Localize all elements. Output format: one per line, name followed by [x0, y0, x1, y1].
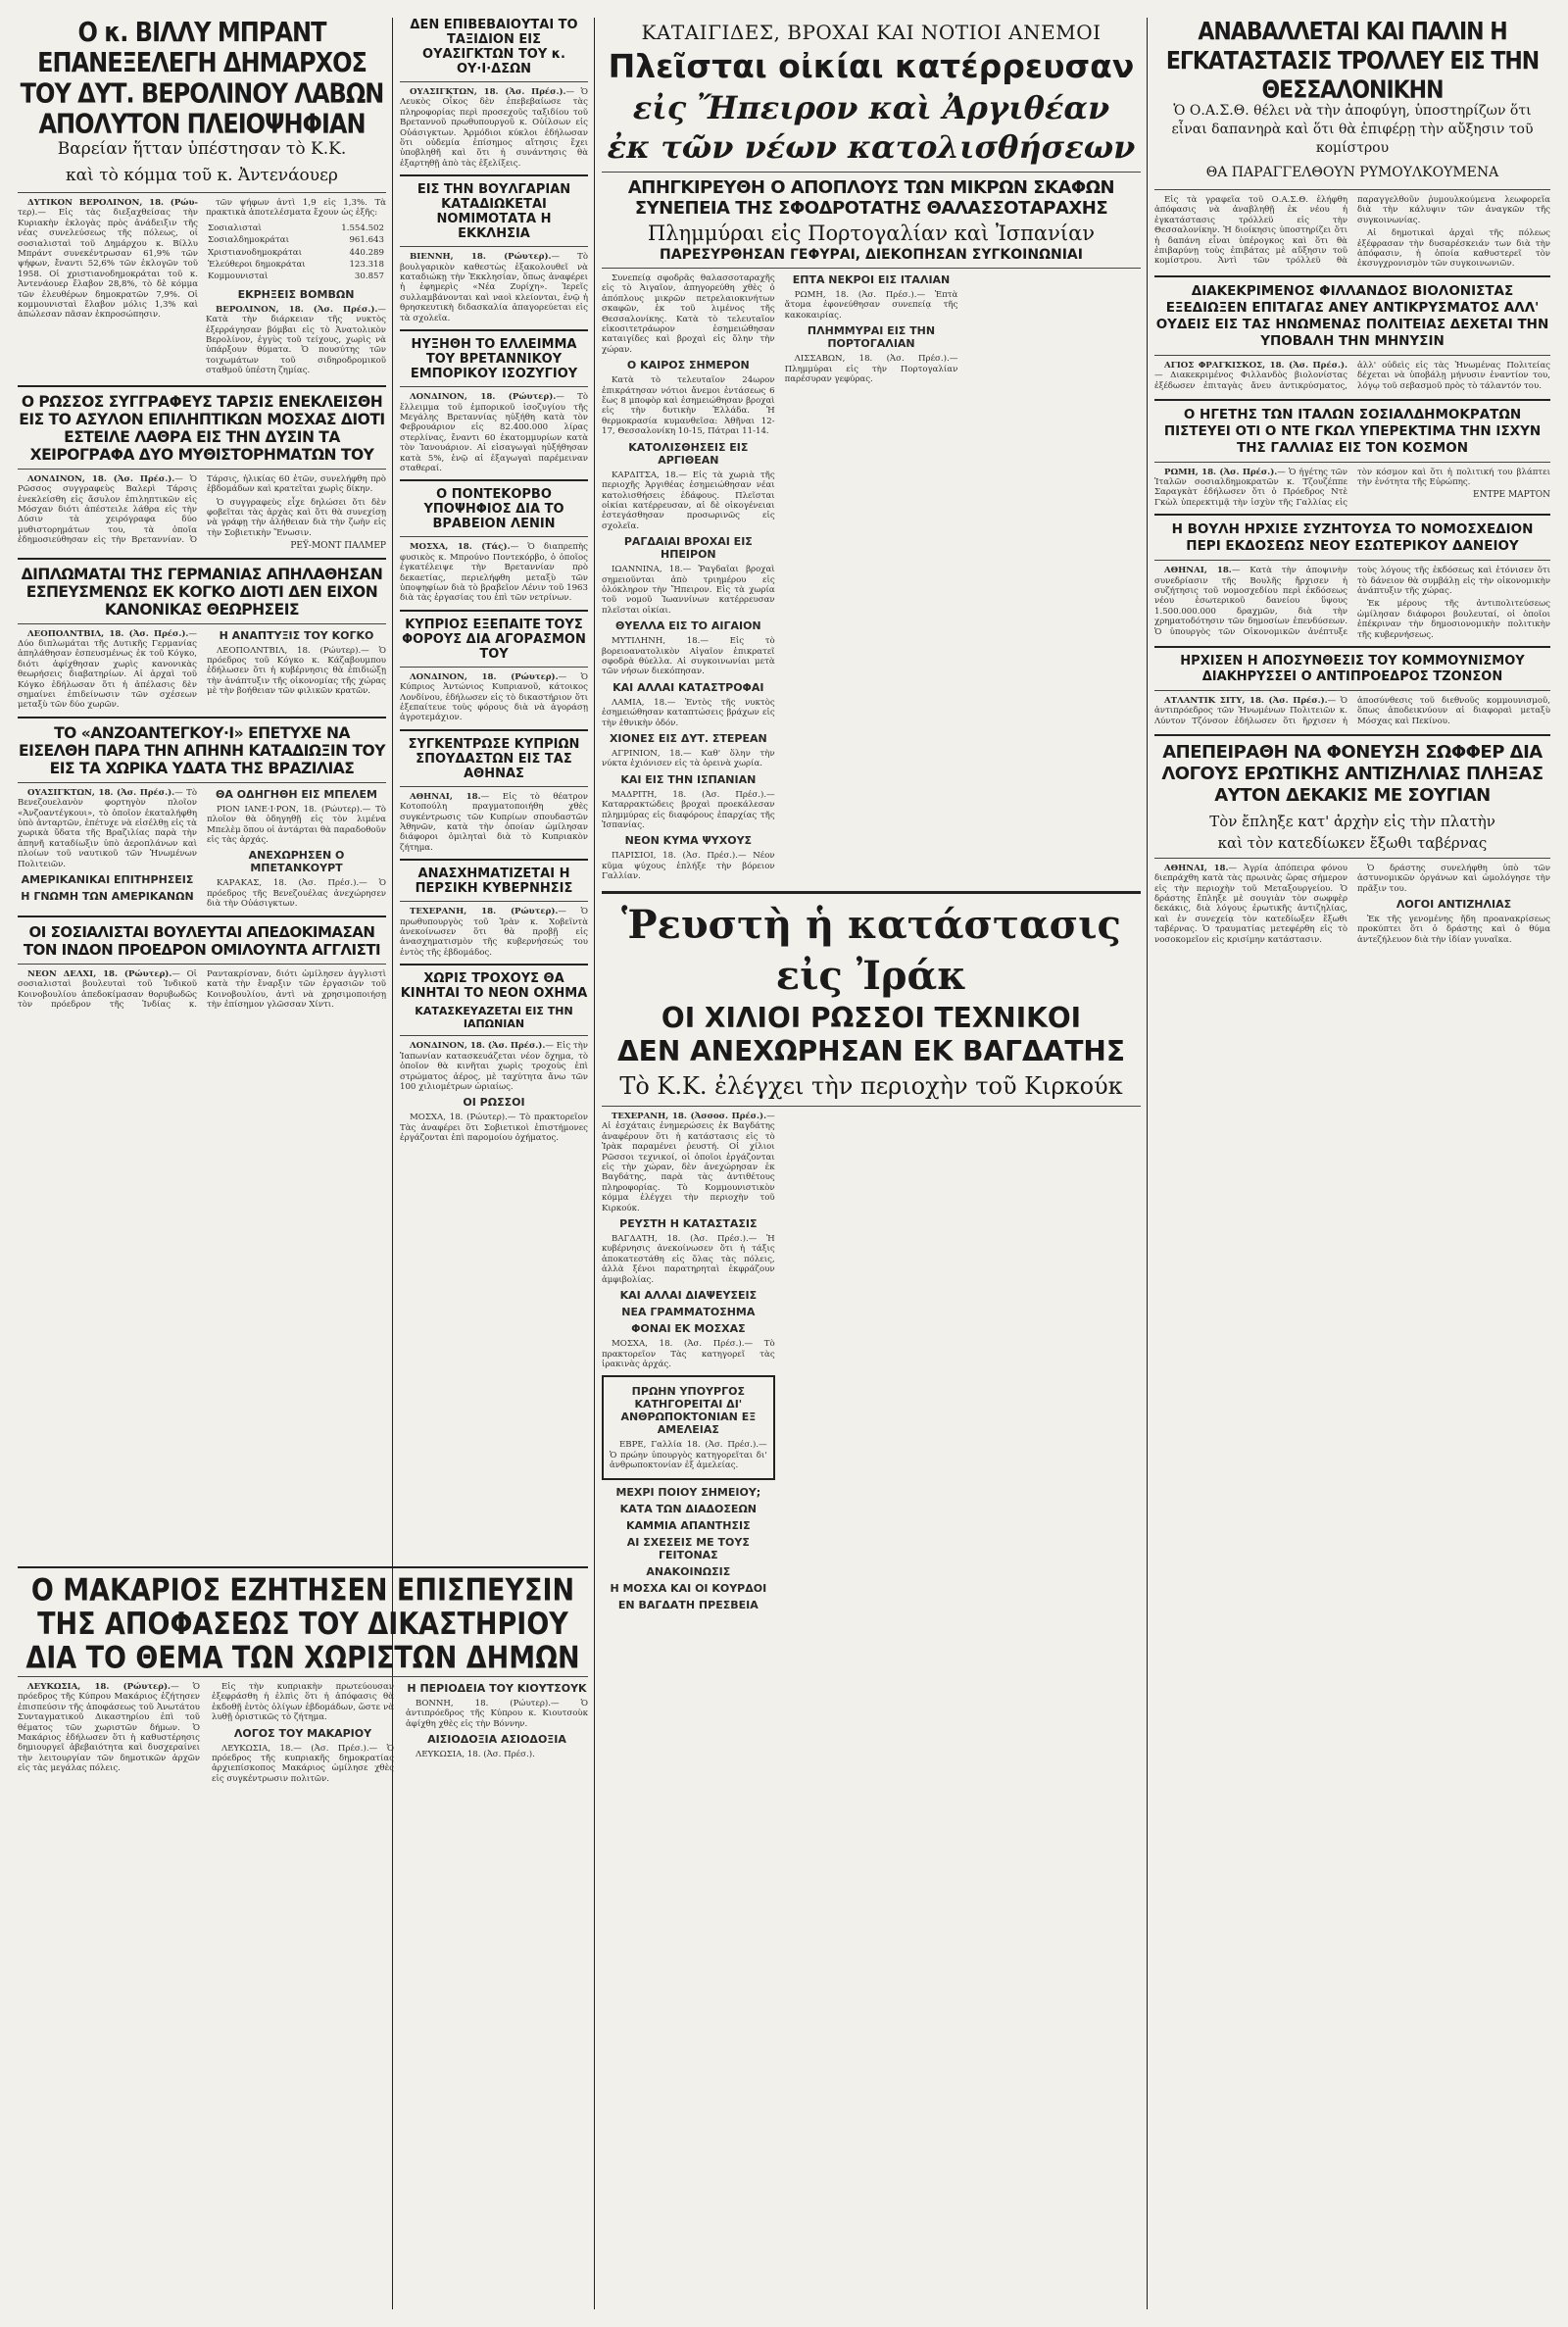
- headline: ΔΕΝ ΑΝΕΧΩΡΗΣΑΝ ΕΚ ΒΑΓΔΑΤΗΣ: [617, 1035, 1125, 1067]
- subheadline: Τὸ Κ.Κ. ἐλέγχει τὴν περιοχὴν τοῦ Κιρκούκ: [619, 1072, 1123, 1100]
- headline: Ο ΜΑΚΑΡΙΟΣ ΕΖΗΤΗΣΕΝ ΕΠΙΣΠΕΥΣΙΝ ΤΗΣ ΑΠΟΦΑΣΕΩΣ ΤΟΥ ΔΙΚΑΣΤΗΡΙΟΥ ΔΙΑ ΤΟ ΘΕΜΑ ΤΩΝ ΧΩΡΙΣΤΩΝ ΔΗΜΩΝ: [25, 1572, 580, 1676]
- section-subhead: ΠΛΗΜΜΥΡΑΙ ΕΙΣ ΤΗΝ ΠΟΡΤΟΓΑΛΙΑΝ: [807, 324, 936, 351]
- article-cypriot-taxes: ΚΥΠΡΙΟΣ ΕΞΕΠΑΙΤΕ ΤΟΥΣ ΦΟΡΟΥΣ ΔΙΑ ΑΓΟΡΑΣΜΟΝ ΤΟΥ ΛΟΝΔΙΝΟΝ, 18. (Ρώυτερ).— Ὁ Κύπριος Ἀντώνιος Κυπριανοῦ, κάτοικος Λονδίνου, ἐδήλωσεν εἰς τὸ δικαστήριον ὅτι ἐξεπαίτευε τοὺς φόρους διὰ νὰ ἀγοράσῃ ἀγροτεμάχιον.: [400, 617, 588, 723]
- article-diplomats: ΔΙΠΛΩΜΑΤΑΙ ΤΗΣ ΓΕΡΜΑΝΙΑΣ ΑΠΗΛΑΘΗΣΑΝ ΕΣΠΕΥΣΜΕΝΩΣ ΕΚ ΚΟΓΚΟ ΔΙΟΤΙ ΔΕΝ ΕΙΧΟΝ ΚΑΝΟΝΙΚΑΣ ΘΕΩΡΗΣΕΙΣ ΛΕΟΠΟΛΝΤΒΙΛ, 18. (Ἀσ. Πρέσ.).— Δύο διπλωμάται τῆς Δυτικῆς Γερμανίας ἀπηλάθησαν ἐσπευσμένως ἐκ τοῦ Κόγκο, διότι ἀφίχθησαν χωρὶς κανονικὰς θεωρήσεις διαβατηρίων. Αἱ ἀρχαὶ τοῦ Κόγκο ἐδήλωσαν ὅτι ἡ ἀπέλασις δὲν σημαίνει ἐπιδείνωσιν τῶν σχέσεων μεταξὺ τῶν δύο χωρῶν. Η ΑΝΑΠΤΥΞΙΣ ΤΟΥ ΚΟΓΚΟ ΛΕΟΠΟΛΝΤΒΙΛ, 18. (Ρώυτερ).— Ὁ πρόεδρος τοῦ Κόγκο κ. Κάζαβουμπου ἐδήλωσεν ὅτι ἡ κυβέρνησις θὰ ἐπιδιώξῃ τὴν ἀνάπτυξιν τῆς οἰκονομίας τῆς χώρας μὲ τὴν βοήθειαν τῶν φιλικῶν κρατῶν.: [18, 565, 386, 711]
- headline: ΧΩΡΙΣ ΤΡΟΧΟΥΣ ΘΑ ΚΙΝΗΤΑΙ ΤΟ ΝΕΟΝ ΟΧΗΜΑ: [400, 971, 588, 1002]
- section-subhead: ΟΙ ΡΩΣΣΟΙ: [463, 1096, 525, 1110]
- column-3: [602, 18, 1141, 2309]
- article-chauffeur: ΑΠΕΠΕΙΡΑΘΗ ΝΑ ΦΟΝΕΥΣΗ ΣΩΦΦΕΡ ΔΙΑ ΛΟΓΟΥΣ ΕΡΩΤΙΚΗΣ ΑΝΤΙΖΗΛΙΑΣ ΠΛΗΞΑΣ ΑΥΤΟΝ ΔΕΚΑΚΙΣ ΜΕ ΣΟΥΓΙΑΝ Τὸν ἔπληξε κατ' ἀρχὴν εἰς τὴν πλατὴν καὶ τὸν κατεδίωκεν ἔξωθι ταβέρνας ΑΘΗΝΑΙ, 18.— Ἀγρία ἀπόπειρα φόνου διεπράχθη κατὰ τὰς πρωινὰς ὥρας σήμερον εἰς τὴν περιοχὴν τοῦ Μεταξουργείου. Ὁ δράστης ἔπληξε μὲ σουγιὰν τὸν σωφφὲρ δεκάκις, διὰ λόγους ἐρωτικῆς ἀντιζηλίας, καὶ ἐν συνεχείᾳ τὸν κατεδίωξεν ἔξωθι ταβέρνας. Ὁ τραυματίας μετεφέρθη εἰς τὸ νοσοκομεῖον εἰς κρισίμην κατάστασιν. Ὁ δράστης συνελήφθη ὑπὸ τῶν ἀστυνομικῶν ὀργάνων καὶ ὡμολόγησε τὴν πρᾶξιν του. ΛΟΓΟΙ ΑΝΤΙΖΗΛΙΑΣ Ἐκ τῆς γενομένης ἤδη προανακρίσεως προκύπτει ὅτι ὁ δράστης καὶ ὁ θύμα ἀντεζήλευον διὰ τὴν ἰδίαν γυναῖκα.: [1154, 741, 1550, 945]
- subheadline: Τὸν ἔπληξε κατ' ἀρχὴν εἰς τὴν πλατὴν: [1209, 812, 1495, 830]
- section-subhead: ΚΑΤΟΛΙΣΘΗΣΕΙΣ ΕΙΣ ΑΡΓΙΘΕΑΝ: [628, 440, 749, 467]
- section-subhead: ΘΥΕΛΛΑ ΕΙΣ ΤΟ ΑΙΓΑΙΟΝ: [615, 619, 761, 633]
- section-subhead: ΚΑΜΜΙΑ ΑΠΑΝΤΗΣΙΣ: [626, 1518, 751, 1532]
- results-table: [206, 222, 386, 284]
- article-makarios: Ο ΜΑΚΑΡΙΟΣ ΕΖΗΤΗΣΕΝ ΕΠΙΣΠΕΥΣΙΝ ΤΗΣ ΑΠΟΦΑΣΕΩΣ ΤΟΥ ΔΙΚΑΣΤΗΡΙΟΥ ΔΙΑ ΤΟ ΘΕΜΑ ΤΩΝ ΧΩΡΙΣΤΩΝ ΔΗΜΩΝ ΛΕΥΚΩΣΙΑ, 18. (Ρώυτερ).— Ὁ πρόεδρος τῆς Κύπρου Μακάριος ἐζήτησεν ἐπισπεύσιν τῆς ἀποφάσεως τοῦ Ἀνωτάτου Συνταγματικοῦ Δικαστηρίου ἐπὶ τοῦ θέματος τῶν χωριστῶν δήμων. Ὁ Μακάριος ἐδήλωσεν ὅτι ἡ καθυστέρησις δημιουργεῖ ἀβεβαιότητα καὶ δυσχεραίνει τὴν λειτουργίαν τῶν δημοτικῶν ἀρχῶν εἰς τὰς μεγάλας πόλεις. Εἰς τὴν κυπριακὴν πρωτεύουσαν ἐξεφράσθη ἡ ἐλπὶς ὅτι ἡ ἀπόφασις θὰ ἐκδοθῇ ἐντὸς ὀλίγων ἑβδομάδων, ὥστε νὰ λυθῇ ὁριστικῶς τὸ ζήτημα. ΛΟΓΟΣ ΤΟΥ ΜΑΚΑΡΙΟΥ ΛΕΥΚΩΣΙΑ, 18.— (Ἀσ. Πρέσ.).— Ὁ πρόεδρος τῆς κυπριακῆς δημοκρατίας ἀρχιεπίσκοπος Μακάριος ὡμίλησε χθὲς εἰς συγκέντρωσιν πολιτῶν. Η ΠΕΡΙΟΔΕΙΑ ΤΟΥ ΚΙΟΥΤΣΟΥΚ ΒΟΝΝΗ, 18. (Ρώυτερ).— Ὁ ἀντιπρόεδρος τῆς Κύπρου κ. Κιουτσοὺκ ἀφίχθη χθὲς εἰς τὴν Βόννην. ΑΙΣΙΟΔΟΞΙΑ ΑΣΙΟΔΟΞΙΑ ΛΕΥΚΩΣΙΑ, 18. (Ἀσ. Πρέσ.).: [18, 1566, 588, 2309]
- section-subhead: ΚΑΙ ΑΛΛΑΙ ΔΙΑΨΕΥΣΕΙΣ: [619, 1289, 758, 1303]
- article-loan: Η ΒΟΥΛΗ ΗΡΧΙΣΕ ΣΥΖΗΤΟΥΣΑ ΤΟ ΝΟΜΟΣΧΕΔΙΟΝ ΠΕΡΙ ΕΚΔΟΣΕΩΣ ΝΕΟΥ ΕΣΩΤΕΡΙΚΟΥ ΔΑΝΕΙΟΥ ΑΘΗΝΑΙ, 18.— Κατὰ τὴν ἀποψινὴν συνεδρίασιν τῆς Βουλῆς ἤρχισεν ἡ συζήτησις τοῦ νομοσχεδίου περὶ ἐκδόσεως νέου ἐσωτερικοῦ δανείου ὕψους 1.500.000.000 δραχμῶν, διὰ τὴν χρηματοδότησιν τῶν δημοσίων ἐπενδύσεων. Ὁ ὑπουργὸς τῶν Οἰκονομικῶν ἀνέπτυξε τοὺς λόγους τῆς ἐκδόσεως καὶ ἐτόνισεν ὅτι τὸ δάνειον θὰ συμβάλῃ εἰς τὴν οἰκονομικὴν ἀνάπτυξιν τῆς χώρας. Ἐκ μέρους τῆς ἀντιπολιτεύσεως ὡμίλησαν διάφοροι βουλευταί, οἱ ὁποῖοι ἐπέκριναν τὴν δημοσιονομικὴν πολιτικὴν τῆς κυβερνήσεως.: [1154, 521, 1550, 640]
- headline: Ο κ. ΒΙΛΛΥ ΜΠΡΑΝΤ ΕΠΑΝΕΞΕΛΕΓΗ ΔΗΜΑΡΧΟΣ ΤΟΥ ΔΥΤ. ΒΕΡΟΛΙΝΟΥ ΛΑΒΩΝ ΑΠΟΛΥΤΟΝ ΠΛΕΙΟΨΗΦΙΑΝ: [20, 18, 384, 140]
- article-italian-socialists: Ο ΗΓΕΤΗΣ ΤΩΝ ΙΤΑΛΩΝ ΣΟΣΙΑΛΔΗΜΟΚΡΑΤΩΝ ΠΙΣΤΕΥΕΙ ΟΤΙ Ο ΝΤΕ ΓΚΩΛ ΥΠΕΡΕΚΤΙΜΑ ΤΗΝ ΙΣΧΥΝ ΤΗΣ ΓΑΛΛΙΑΣ ΕΙΣ ΤΟΝ ΚΟΣΜΟΝ ΡΩΜΗ, 18. (Ἀσ. Πρέσ.).— Ὁ ἡγέτης τῶν Ἰταλῶν σοσιαλδημοκρατῶν κ. Τζουζέππε Σαραγκὰτ ἐδήλωσεν ὅτι ὁ Πρόεδρος Ντὲ Γκὼλ ὑπερεκτιμᾷ τὴν ἰσχὺν τῆς Γαλλίας εἰς τὸν κόσμον καὶ ὅτι ἡ πολιτική του βλάπτει τὴν ἑνότητα τῆς Εὐρώπης. ΕΝΤΡΕ ΜΑΡΤΟΝ: [1154, 406, 1550, 508]
- article-storms: ΚΑΤΑΙΓΙΔΕΣ, ΒΡΟΧΑΙ ΚΑΙ ΝΟΤΙΟΙ ΑΝΕΜΟΙ Πλεῖσται οἰκίαι κατέρρευσαν εἰς Ἤπειρον καὶ Ἀργιθέαν ἐκ τῶν νέων κατολισθήσεων ΑΠΗΓΚΙΡΕΥΘΗ Ο ΑΠΟΠΛΟΥΣ ΤΩΝ ΜΙΚΡΩΝ ΣΚΑΦΩΝ ΣΥΝΕΠΕΙΑ ΤΗΣ ΣΦΟΔΡΟΤΑΤΗΣ ΘΑΛΑΣΣΟΤΑΡΑΧΗΣ Πλημμύραι εἰς Πορτογαλίαν καὶ Ἰσπανίαν ΠΑΡΕΣΥΡΘΗΣΑΝ ΓΕΦΥΡΑΙ, ΔΙΕΚΟΠΗΣΑΝ ΣΥΓΚΟΙΝΩΝΙΑΙ Συνεπείᾳ σφοδρᾶς θαλασσοταραχῆς εἰς τὸ Ἀιγαῖον, ἀπηγορεύθη χθὲς ὁ ἀπόπλους μικρῶν πετρελαιοκινήτων σκαφῶν, ἐκ τοῦ λιμένος τῆς Θεσσαλονίκης. Κατὰ τὸ τελευταῖον εἰκοσιτετράωρον ἐσημειώθησαν καταιγίδες καὶ βροχαὶ εἰς ὅλην τὴν χώραν. Ο ΚΑΙΡΟΣ ΣΗΜΕΡΟΝ Κατὰ τὸ τελευταῖον 24ωρον ἐπικράτησαν νότιοι ἄνεμοι ἐντάσεως 6 ἕως 8 μποφὸρ καὶ ἐσημειώθησαν βροχαὶ εἰς τὴν δυτικὴν Ἑλλάδα. Ἡ θερμοκρασία κυμανθεῖσα: Ἀθῆναι 12-17, Θεσσαλονίκη 10-15, Πάτραι 11-14. ΚΑΤΟΛΙΣΘΗΣΕΙΣ ΕΙΣ ΑΡΓΙΘΕΑΝ ΚΑΡΔΙΤΣΑ, 18.— Εἰς τὰ χωριὰ τῆς περιοχῆς Ἀργιθέας ἐσημειώθησαν νέαι κατολισθήσεις ἐδάφους. Πλεῖσται οἰκίαι κατέρρευσαν, αἱ δὲ οἰκογένειαι ἐστεγάσθησαν προσωρινῶς εἰς σχολεῖα. ΡΑΓΔΑΙΑΙ ΒΡΟΧΑΙ ΕΙΣ ΗΠΕΙΡΟΝ ΙΩΑΝΝΙΝΑ, 18.— Ῥαγδαῖαι βροχαὶ σημειοῦνται ἀπὸ τριημέρου εἰς ὁλόκληρον τὴν Ἤπειρον. Εἰς τὰ χωρία τοῦ νομοῦ Ἰωαννίνων κατέρρευσαν πλεῖσται οἰκίαι. ΘΥΕΛΛΑ ΕΙΣ ΤΟ ΑΙΓΑΙΟΝ ΜΥΤΙΛΗΝΗ, 18.— Εἰς τὸ βορειοανατολικὸν Αἰγαῖον ἐπικρατεῖ σφοδρὰ θύελλα. Αἱ συγκοινωνίαι μετὰ τῶν νήσων διεκόπησαν. ΚΑΙ ΑΛΛΑΙ ΚΑΤΑΣΤΡΟΦΑΙ ΛΑΜΙΑ, 18.— Ἐντὸς τῆς νυκτὸς ἐσημειώθησαν καταπτώσεις βράχων εἰς τὴν ἐθνικὴν ὁδόν. ΧΙΟΝΕΣ ΕΙΣ ΔΥΤ. ΣΤΕΡΕΑΝ ΑΓΡΙΝΙΟΝ, 18.— Καθ' ὅλην τὴν νύκτα ἐχιόνισεν εἰς τὰ ὀρεινὰ χωρία. ΚΑΙ ΕΙΣ ΤΗΝ ΙΣΠΑΝΙΑΝ ΜΑΔΡΙΤΗ, 18. (Ἀσ. Πρέσ.).— Καταρρακτώδεις βροχαὶ προεκάλεσαν πλημμύρας εἰς διαφόρους ἐπαρχίας τῆς Ἰσπανίας. ΝΕΟΝ ΚΥΜΑ ΨΥΧΟΥΣ ΠΑΡΙΣΙΟΙ, 18. (Ἀσ. Πρέσ.).— Νέον κῦμα ψύχους ἐπλήξε τὴν βόρειον Γαλλίαν. ΕΠΤΑ ΝΕΚΡΟΙ ΕΙΣ ΙΤΑΛΙΑΝ ΡΩΜΗ, 18. (Ἀσ. Πρέσ.).— Ἑπτὰ ἄτομα ἐφονεύθησαν συνεπείᾳ τῆς κακοκαιρίας. ΠΛΗΜΜΥΡΑΙ ΕΙΣ ΤΗΝ ΠΟΡΤΟΓΑΛΙΑΝ ΛΙΣΣΑΒΩΝ, 18. (Ἀσ. Πρέσ.).— Πλημμύραι εἰς τὴν Πορτογαλίαν παρέσυραν γεφύρας.: [602, 21, 1141, 885]
- section-subhead: Η ΜΟΣΧΑ ΚΑΙ ΟΙ ΚΟΥΡΔΟΙ: [610, 1581, 767, 1595]
- section-subhead: ΦΟΝΑΙ ΕΚ ΜΟΣΧΑΣ: [631, 1322, 746, 1336]
- subheadline: ΚΑΤΑΣΚΕΥΑΖΕΤΑΙ ΕΙΣ ΤΗΝ ΙΑΠΩΝΙΑΝ: [415, 1005, 573, 1031]
- headline: Η ΒΟΥΛΗ ΗΡΧΙΣΕ ΣΥΖΗΤΟΥΣΑ ΤΟ ΝΟΜΟΣΧΕΔΙΟΝ ΠΕΡΙ ΕΚΔΟΣΕΩΣ ΝΕΟΥ ΕΣΩΤΕΡΙΚΟΥ ΔΑΝΕΙΟΥ: [1171, 521, 1534, 555]
- headline: ΤΟ «ΑΝΖΟΑΝΤΕΓΚΟΥ·Ι» ΕΠΕΤΥΧΕ ΝΑ ΕΙΣΕΛΘΗ ΠΑΡΑ ΤΗΝ ΑΠΗΝΗ ΚΑΤΑΔΙΩΞΙΝ ΤΟΥ ΕΙΣ ΤΑ ΧΩΡΙΚΑ ΥΔΑΤΑ ΤΗΣ ΒΡΑΖΙΛΙΑΣ: [19, 723, 385, 777]
- section-subhead: ΛΟΓΟΙ ΑΝΤΙΖΗΛΙΑΣ: [1396, 897, 1512, 911]
- headline: Ο ΡΩΣΣΟΣ ΣΥΓΓΡΑΦΕΥΣ ΤΑΡΣΙΣ ΕΝΕΚΛΕΙΣΘΗ ΕΙΣ ΤΟ ΑΣΥΛΟΝ ΕΠΙΛΗΠΤΙΚΩΝ ΜΟΣΧΑΣ ΔΙΟΤΙ ΕΣΤΕΙΛΕ ΛΑΘΡΑ ΕΙΣ ΤΗΝ ΔΥΣΙΝ ΤΑ ΧΕΙΡΟΓΡΑΦΑ ΔΥΟ ΜΥΘΙΣΤΟΡΗΜΑΤΩΝ ΤΟΥ: [19, 392, 385, 464]
- article-trolley: ΑΝΑΒΑΛΛΕΤΑΙ ΚΑΙ ΠΑΛΙΝ Η ΕΓΚΑΤΑΣΤΑΣΙΣ ΤΡΟΛΛΕΥ ΕΙΣ ΤΗΝ ΘΕΣΣΑΛΟΝΙΚΗΝ Ὁ Ο.Α.Σ.Θ. θέλει νὰ τὴν ἀποφύγη, ὑποστηρίζων ὅτι εἶναι δαπανηρὰ καὶ ὅτι θὰ ἐπιφέρῃ τὴν αὔξησιν τοῦ κομίστρου ΘΑ ΠΑΡΑΓΓΕΛΘΟΥΝ ΡΥΜΟΥΛΚΟΥΜΕΝΑ Εἰς τὰ γραφεῖα τοῦ Ο.Α.Σ.Θ. ἐλήφθη ἀπόφασις νὰ ἀναβληθῇ ἐκ νέου ἡ ἐγκατάστασις τρόλλεϋ εἰς τὴν Θεσσαλονίκην. Ἡ διοίκησις ὑποστηρίζει ὅτι ἡ δαπάνη εἶναι ὑπέρογκος καὶ ὅτι θὰ ἐπιβαρύνῃ τοὺς ἐπιβάτας μὲ αὔξησιν τοῦ κομίστρου. Ἀντὶ τῶν τρόλλεϋ θὰ παραγγελθοῦν ῥυμουλκούμενα λεωφορεῖα διὰ τὴν κάλυψιν τῶν ἀναγκῶν τῆς συγκοινωνίας. Αἱ δημοτικαὶ ἀρχαὶ τῆς πόλεως ἐξέφρασαν τὴν δυσαρέσκειάν των διὰ τὴν ἀπόφασιν, ἡ ὁποία καθυστερεῖ τὸν ἐκσυγχρονισμὸν τῶν συγκοινωνιῶν.: [1154, 18, 1550, 270]
- article-text: τερ).— Εἰς τὰς διεξαχθείσας τὴν Κυριακὴν ἐκλογὰς πρὸς ἀνάδειξιν τῆς νέας συνελεύσεως τῆς πόλεως, οἱ σοσιαλισταὶ τοῦ Δημάρχου κ. Βίλλυ Μπράντ συνεκέντρωσαν 61,9% τῶν ψήφων, ἔναντι 52,6% τῶν ἐκλογῶν τοῦ 1958. Οἱ χριστιανοδημοκράται τοῦ κ. Ἀντενάουερ ἔλαβον 28,8%, τὸ δὲ κόμμα τῶν ἐλευθέρων δημοκρατῶν 7,9%. Οἱ κομμουνισταὶ ἔλαβον μόλις 1,3% καὶ ἀπώλεσαν πᾶσαν ἐκπροσώπησιν.: [18, 208, 198, 321]
- article-violinist: ΔΙΑΚΕΚΡΙΜΕΝΟΣ ΦΙΛΛΑΝΔΟΣ ΒΙΟΛΟΝΙΣΤΑΣ ΕΞΕΔΙΩΞΕΝ ΕΠΙΤΑΓΑΣ ΑΝΕΥ ΑΝΤΙΚΡΥΣΜΑΤΟΣ ΑΛΛ' ΟΥΔΕΙΣ ΕΙΣ ΤΑΣ ΗΝΩΜΕΝΑΣ ΠΟΛΙΤΕΙΑΣ ΔΕΧΕΤΑΙ ΤΗΝ ΥΠΟΒΑΛΗ ΤΗΝ ΜΗΝΥΣΙΝ ΑΓΙΟΣ ΦΡΑΓΚΙΣΚΟΣ, 18. (Ἀσ. Πρέσ.).— Διακεκριμένος Φιλλανδὸς βιολονίστας ἐξέδωσεν ἐπιταγὰς ἄνευ ἀντικρύσματος, ἀλλ' οὐδεὶς εἰς τὰς Ἡνωμένας Πολιτείας δέχεται νὰ ὑποβάλῃ μήνυσιν ἐναντίον του, λόγῳ τοῦ σεβασμοῦ πρὸς τὸ τάλαντόν του.: [1154, 282, 1550, 391]
- column-4: [1154, 18, 1550, 2309]
- section-subhead: ΑΝΕΧΩΡΗΣΕΝ Ο ΜΠΕΤΑΝΚΟΥΡΤ: [248, 849, 345, 875]
- article-pontecorvo: Ο ΠΟΝΤΕΚΟΡΒΟ ΥΠΟΨΗΦΙΟΣ ΔΙΑ ΤΟ ΒΡΑΒΕΙΟΝ ΛΕΝΙΝ ΜΟΣΧΑ, 18. (Τάς).— Ὁ διαπρεπὴς φυσικὸς κ. Μπρούνο Ποντεκόρβο, ὁ ὁποῖος ἐγκατέλειψε τὴν Βρεταννίαν πρὸ δεκαετίας, περιελήφθη μεταξὺ τῶν ὑποψηφίων διὰ τὸ βραβεῖον Λένιν τοῦ 1963 διὰ τὰς ἐργασίας του ἐπὶ τῶν νετρίνων.: [400, 487, 588, 604]
- article-villy-brandt: Ο κ. ΒΙΛΛΥ ΜΠΡΑΝΤ ΕΠΑΝΕΞΕΛΕΓΗ ΔΗΜΑΡΧΟΣ ΤΟΥ ΔΥΤ. ΒΕΡΟΛΙΝΟΥ ΛΑΒΩΝ ΑΠΟΛΥΤΟΝ ΠΛΕΙΟΨΗΦΙΑΝ Βαρείαν ἥτταν ὑπέστησαν τὸ Κ.Κ. καὶ τὸ κόμμα τοῦ κ. Ἀντενάουερ ΔΥΤΙΚΟΝ ΒΕΡΟΛΙΝΟΝ, 18. (Ρώυ-τερ).— Εἰς τὰς διεξαχθείσας τὴν Κυριακὴν ἐκλογὰς πρὸς ἀνάδειξιν τῆς νέας συνελεύσεως τῆς πόλεως, οἱ σοσιαλισταὶ τοῦ Δημάρχου κ. Βίλλυ Μπράντ συνεκέντρωσαν 61,9% τῶν ψήφων, ἔναντι 52,6% τῶν ἐκλογῶν τοῦ 1958. Οἱ χριστιανοδημοκράται τοῦ κ. Ἀντενάουερ ἔλαβον 28,8%, τὸ δὲ κόμμα τῶν ἐλευθέρων δημοκρατῶν 7,9%. Οἱ κομμουνισταὶ ἔλαβον μόλις 1,3% καὶ ἀπώλεσαν πᾶσαν ἐκπροσώπησιν. τῶν ψήφων ἀντὶ 1,9 εἰς 1,3%. Τὰ πρακτικὰ ἀποτελέσματα ἔχουν ὡς ἑξῆς: Σοσιαλισταὶ 1.554.502 Σοσιαλδημοκράται 961.643 Χριστιανοδημοκράται 440.289 Ἐλεύθεροι δημοκράται 123.318 Κομμουνισταὶ 30.857 ΕΚΡΗΞΕΙΣ ΒΟΜΒΩΝ ΒΕΡΟΛΙΝΟΝ, 18. (Ἀσ. Πρέσ.).— Κατὰ τὴν διάρκειαν τῆς νυκτὸς ἐξερράγησαν βόμβαι εἰς τὸ Ἀνατολικὸν Βερολίνον, ἐγγὺς τοῦ τείχους, χωρὶς νὰ ὑπάρξουν θύματα. Ὁ πουσύτης τῶν τοιχωμάτων τοῦ σιδηροδρομικοῦ σταθμοῦ ὑπέστη ζημίας.: [18, 18, 386, 376]
- article-wheelless-vehicle: ΧΩΡΙΣ ΤΡΟΧΟΥΣ ΘΑ ΚΙΝΗΤΑΙ ΤΟ ΝΕΟΝ ΟΧΗΜΑ ΚΑΤΑΣΚΕΥΑΖΕΤΑΙ ΕΙΣ ΤΗΝ ΙΑΠΩΝΙΑΝ ΛΟΝΔΙΝΟΝ, 18. (Ἀσ. Πρέσ.).— Εἰς τὴν Ἰαπωνίαν κατασκευάζεται νέον ὄχημα, τὸ ὁποῖον θὰ κινῆται χωρὶς τροχοὺς ἐπὶ στρώματος ἀέρος, μὲ ταχύτητα ἄνω τῶν 100 χιλιομέτρων ὡριαίως. ΟΙ ΡΩΣΣΟΙ ΜΟΣΧΑ, 18. (Ρώυτερ).— Τὸ πρακτορεῖον Τὰς ἀναφέρει ὅτι Σοβιετικοὶ ἐπιστήμονες ἐργάζονται ἐπὶ παρομοίου ὀχήματος.: [400, 971, 588, 1144]
- headline: ΟΙ ΧΙΛΙΟΙ ΡΩΣΣΟΙ ΤΕΧΝΙΚΟΙ: [661, 1002, 1082, 1034]
- article-anzoantegui: ΤΟ «ΑΝΖΟΑΝΤΕΓΚΟΥ·Ι» ΕΠΕΤΥΧΕ ΝΑ ΕΙΣΕΛΘΗ ΠΑΡΑ ΤΗΝ ΑΠΗΝΗ ΚΑΤΑΔΙΩΞΙΝ ΤΟΥ ΕΙΣ ΤΑ ΧΩΡΙΚΑ ΥΔΑΤΑ ΤΗΣ ΒΡΑΖΙΛΙΑΣ ΟΥΑΣΙΓΚΤΩΝ, 18. (Ἀσ. Πρέσ.).— Τὸ Βενεζουελανὸν φορτηγὸν πλοῖον «Ἀνζοαντέγκουι», τὸ ὁποῖον ἐκαταλήφθη ὑπὸ ἀνταρτῶν, ἐπέτυχε νὰ εἰσέλθῃ εἰς τὰ χωρικὰ ὕδατα τῆς Βραζιλίας παρὰ τὴν ἀπηνῆ καταδίωξιν ὑπὸ ἀεροπλάνων καὶ πλοίων τοῦ ναυτικοῦ τῶν Ἡνωμένων Πολιτειῶν. ΑΜΕΡΙΚΑΝΙΚΑΙ ΕΠΙΤΗΡΗΣΕΙΣ Η ΓΝΩΜΗ ΤΩΝ ΑΜΕΡΙΚΑΝΩΝ ΘΑ ΟΔΗΓΗΘΗ ΕΙΣ ΜΠΕΛΕΜ ΡΙΟΝ ΙΑΝΕ·Ι·ΡΟΝ, 18. (Ρώυτερ).— Τὸ πλοῖον θὰ ὁδηγηθῇ εἰς τὸν λιμένα Μπελὲμ ὅπου οἱ ἀντάρται θὰ παραδοθοῦν εἰς τὰς ἀρχάς. ΑΝΕΧΩΡΗΣΕΝ Ο ΜΠΕΤΑΝΚΟΥΡΤ ΚΑΡΑΚΑΣ, 18. (Ἀσ. Πρέσ.).— Ὁ πρόεδρος τῆς Βενεζουέλας ἀνεχώρησεν διὰ τὴν Οὐάσιγκτων.: [18, 723, 386, 910]
- article-cypriot-students: ΣΥΓΚΕΝΤΡΩΣΕ ΚΥΠΡΙΩΝ ΣΠΟΥΔΑΣΤΩΝ ΕΙΣ ΤΑΣ ΑΘΗΝΑΣ ΑΘΗΝΑΙ, 18.— Εἰς τὸ θέατρον Κοτοπούλη πραγματοποιήθη χθὲς συγκέντρωσις τῶν Κυπρίων σπουδαστῶν Ἀθηνῶν, κατὰ τὴν ὁποίαν ὡμίλησαν διάφοροι ὁμιληταὶ διὰ τὸ Κυπριακὸν ζήτημα.: [400, 736, 588, 853]
- headline: ΔΙΠΛΩΜΑΤΑΙ ΤΗΣ ΓΕΡΜΑΝΙΑΣ ΑΠΗΛΑΘΗΣΑΝ ΕΣΠΕΥΣΜΕΝΩΣ ΕΚ ΚΟΓΚΟ ΔΙΟΤΙ ΔΕΝ ΕΙΧΟΝ ΚΑΝΟΝΙΚΑΣ ΘΕΩΡΗΣΕΙΣ: [21, 565, 383, 619]
- headline: Ο ΠΟΝΤΕΚΟΡΒΟ ΥΠΟΨΗΦΙΟΣ ΔΙΑ ΤΟ ΒΡΑΒΕΙΟΝ ΛΕΝΙΝ: [423, 487, 564, 532]
- section-subhead: Η ΠΕΡΙΟΔΕΙΑ ΤΟΥ ΚΙΟΥΤΣΟΥΚ: [407, 1682, 587, 1695]
- article-socialists: ΟΙ ΣΟΣΙΑΛΙΣΤΑΙ ΒΟΥΛΕΥΤΑΙ ΑΠΕΔΟΚΙΜΑΣΑΝ ΤΟΝ ΙΝΔΟΝ ΠΡΟΕΔΡΟΝ ΟΜΙΛΟΥΝΤΑ ΑΓΓΛΙΣΤΙ ΝΕΟΝ ΔΕΛΧΙ, 18. (Ρώυτερ).— Οἱ σοσιαλισταὶ βουλευταὶ τοῦ Ἰνδικοῦ Κοινοβουλίου ἀπεδοκίμασαν θορυβωδῶς τὸν πρόεδρον τῆς Ἰνδίας κ. Ραντακρίσναν, διότι ὡμίλησεν ἀγγλιστὶ κατὰ τὴν ἔναρξιν τῶν ἐργασιῶν τοῦ Κοινοβουλίου, ἀντὶ νὰ χρησιμοποιήσῃ τὴν ἐπίσημον γλῶσσαν Χίντι.: [18, 922, 386, 1011]
- headline: ΑΝΑΣΧΗΜΑΤΙΖΕΤΑΙ Η ΠΕΡΣΙΚΗ ΚΥΒΕΡΝΗΣΙΣ: [415, 866, 573, 897]
- headline: ἐκ τῶν νέων κατολισθήσεων: [607, 128, 1136, 166]
- table-row: Σοσιαλδημοκράται 961.643: [208, 235, 384, 246]
- section-subhead: Ο ΚΑΙΡΟΣ ΣΗΜΕΡΟΝ: [626, 359, 750, 372]
- section-subhead: ΧΙΟΝΕΣ ΕΙΣ ΔΥΤ. ΣΤΕΡΕΑΝ: [609, 732, 767, 745]
- subheadline: καὶ τὸν κατεδίωκεν ἔξωθι ταβέρνας: [1217, 833, 1488, 852]
- section-subhead: ΑΝΑΚΟΙΝΩΣΙΣ: [646, 1564, 731, 1578]
- kicker: ΚΑΤΑΙΓΙΔΕΣ, ΒΡΟΧΑΙ ΚΑΙ ΝΟΤΙΟΙ ΑΝΕΜΟΙ: [641, 21, 1102, 44]
- subheadline: Ὁ Ο.Α.Σ.Θ. θέλει νὰ τὴν ἀποφύγη, ὑποστηρίζων ὅτι εἶναι δαπανηρὰ καὶ ὅτι θὰ ἐπιφέρῃ τὴν αὔξησιν τοῦ κομίστρου: [1171, 103, 1534, 156]
- headline: ΗΡΧΙΣΕΝ Η ΑΠΟΣΥΝΘΕΣΙΣ ΤΟΥ ΚΟΜΜΟΥΝΙΣΜΟΥ ΔΙΑΚΗΡΥΣΣΕΙ Ο ΑΝΤΙΠΡΟΕΔΡΟΣ ΤΖΟΝΣΟΝ: [1180, 654, 1525, 685]
- boxed-article: ΠΡΩΗΝ ΥΠΟΥΡΓΟΣ ΚΑΤΗΓΟΡΕΙΤΑΙ ΔΙ' ΑΝΘΡΩΠΟΚΤΟΝΙΑΝ ΕΞ ΑΜΕΛΕΙΑΣ ΕΒΡΕ, Γαλλία 18. (Ἀσ. Πρέσ.).— Ὁ πρώην ὑπουργὸς κατηγορεῖται δι' ἀνθρωποκτονίαν ἐξ ἀμελείας.: [602, 1375, 775, 1479]
- section-subhead: ΝΕΟΝ ΚΥΜΑ ΨΥΧΟΥΣ: [624, 834, 753, 848]
- subheadline: καὶ τὸ κόμμα τοῦ κ. Ἀντενάουερ: [66, 166, 338, 185]
- byline: ΕΝΤΡΕ ΜΑΡΤΟΝ: [1473, 490, 1550, 501]
- headline: ΑΠΕΠΕΙΡΑΘΗ ΝΑ ΦΟΝΕΥΣΗ ΣΩΦΦΕΡ ΔΙΑ ΛΟΓΟΥΣ ΕΡΩΤΙΚΗΣ ΑΝΤΙΖΗΛΙΑΣ ΠΛΗΞΑΣ ΑΥΤΟΝ ΔΕΚΑΚΙΣ ΜΕ ΣΟΥΓΙΑΝ: [1161, 741, 1544, 806]
- article-johnson: ΗΡΧΙΣΕΝ Η ΑΠΟΣΥΝΘΕΣΙΣ ΤΟΥ ΚΟΜΜΟΥΝΙΣΜΟΥ ΔΙΑΚΗΡΥΣΣΕΙ Ο ΑΝΤΙΠΡΟΕΔΡΟΣ ΤΖΟΝΣΟΝ ΑΤΛΑΝΤΙΚ ΣΙΤΥ, 18. (Ἀσ. Πρέσ.).— Ὁ ἀντιπρόεδρος τῶν Ἡνωμένων Πολιτειῶν κ. Λύντον Τζόνσον ἐδήλωσεν ὅτι ἤρχισεν ἡ ἀποσύνθεσις τοῦ διεθνοῦς κομμουνισμοῦ, ὅπως ἀποδεικνύουν αἱ διαφοραὶ μεταξὺ Μόσχας καὶ Πεκίνου.: [1154, 654, 1550, 726]
- table-row: Χριστιανοδημοκράται 440.289: [208, 247, 384, 258]
- subheadline: Βαρείαν ἥτταν ὑπέστησαν τὸ Κ.Κ.: [57, 139, 347, 159]
- column-1: [18, 18, 386, 1547]
- section-subhead: ΚΑΙ ΕΙΣ ΤΗΝ ΙΣΠΑΝΙΑΝ: [620, 772, 757, 786]
- section-subhead: Η ΓΝΩΜΗ ΤΩΝ ΑΜΕΡΙΚΑΝΩΝ: [21, 890, 194, 904]
- article-iraq: Ῥευστὴ ἡ κατάστασις εἰς Ἰράκ ΟΙ ΧΙΛΙΟΙ ΡΩΣΣΟΙ ΤΕΧΝΙΚΟΙ ΔΕΝ ΑΝΕΧΩΡΗΣΑΝ ΕΚ ΒΑΓΔΑΤΗΣ Τὸ Κ.Κ. ἐλέγχει τὴν περιοχὴν τοῦ Κιρκούκ ΤΕΧΕΡΑΝΗ, 18. (Ἀσσοσ. Πρέσ.).— Αἱ ἐσχάταις ἐνημερώσεις ἐκ Βαγδάτης ἀναφέρουν ὅτι ἡ κατάστασις εἰς τὸ Ἰρὰκ παραμένει ῥευστή. Οἱ χίλιοι Ρῶσσοι τεχνικοί, οἱ ὁποῖοι ἐργάζονται εἰς τὴν χώραν, δὲν ἀνεχώρησαν ἐκ Βαγδάτης, παρὰ τὰς ἀντιθέτους πληροφορίας. Τὸ Κομμουνιστικὸν κόμμα ἐλέγχει τὴν περιοχὴν τοῦ Κιρκούκ. ΡΕΥΣΤΗ Η ΚΑΤΑΣΤΑΣΙΣ ΒΑΓΔΑΤΗ, 18. (Ἀσ. Πρέσ.).— Ἡ κυβέρνησις ἀνεκοίνωσεν ὅτι ἡ τάξις ἀποκατεστάθη εἰς ὅλας τὰς πόλεις, ἀλλὰ ξένοι παρατηρηταὶ ἐκφράζουν ἀμφιβολίας. ΚΑΙ ΑΛΛΑΙ ΔΙΑΨΕΥΣΕΙΣ ΝΕΑ ΓΡΑΜΜΑΤΟΣΗΜΑ ΦΟΝΑΙ ΕΚ ΜΟΣΧΑΣ ΜΟΣΧΑ, 18. (Ἀσ. Πρέσ.).— Τὸ πρακτορεῖον Τὰς κατηγορεῖ τὰς ἰρακινὰς ἀρχάς. ΠΡΩΗΝ ΥΠΟΥΡΓΟΣ ΚΑΤΗΓΟΡΕΙΤΑΙ ΔΙ' ΑΝΘΡΩΠΟΚΤΟΝΙΑΝ ΕΞ ΑΜΕΛΕΙΑΣ ΕΒΡΕ, Γαλλία 18. (Ἀσ. Πρέσ.).— Ὁ πρώην ὑπουργὸς κατηγορεῖται δι' ἀνθρωποκτονίαν ἐξ ἀμελείας. ΜΕΧΡΙ ΠΟΙΟΥ ΣΗΜΕΙΟΥ; ΚΑΤΑ ΤΩΝ ΔΙΑΔΟΣΕΩΝ ΚΑΜΜΙΑ ΑΠΑΝΤΗΣΙΣ ΑΙ ΣΧΕΣΕΙΣ ΜΕ ΤΟΥΣ ΓΕΙΤΟΝΑΣ ΑΝΑΚΟΙΝΩΣΙΣ Η ΜΟΣΧΑ ΚΑΙ ΟΙ ΚΟΥΡΔΟΙ ΕΝ ΒΑΓΔΑΤΗ ΠΡΕΣΒΕΙΑ: [602, 900, 1141, 2102]
- byline: ΡΕΫ-ΜΟΝΤ ΠΑΛΜΕΡ: [290, 541, 386, 552]
- section-subhead: ΕΚΡΗΞΕΙΣ ΒΟΜΒΩΝ: [237, 287, 355, 301]
- section-subhead: ΡΑΓΔΑΙΑΙ ΒΡΟΧΑΙ ΕΙΣ ΗΠΕΙΡΟΝ: [623, 535, 753, 562]
- section-subhead: ΕΝ ΒΑΓΔΑΤΗ ΠΡΕΣΒΕΙΑ: [617, 1598, 759, 1611]
- newspaper-page: [18, 18, 1550, 2309]
- subheadline: ΠΑΡΕΣΥΡΘΗΣΑΝ ΓΕΦΥΡΑΙ, ΔΙΕΚΟΠΗΣΑΝ ΣΥΓΚΟΙΝΩΝΙΑΙ: [660, 247, 1083, 263]
- section-subhead: ΑΜΕΡΙΚΑΝΙΚΑΙ ΕΠΙΤΗΡΗΣΕΙΣ: [21, 873, 194, 887]
- article-bulgaria: ΕΙΣ ΤΗΝ ΒΟΥΛΓΑΡΙΑΝ ΚΑΤΑΔΙΩΚΕΤΑΙ ΝΟΜΙΜΟΤΑΤΑ Η ΕΚΚΛΗΣΙΑ ΒΙΕΝΝΗ, 18. (Ρώυτερ).— Τὸ βουλγαρικὸν καθεστὼς ἐξακολουθεῖ νὰ καταδιώκῃ τὴν Ἐκκλησίαν, ὅπως ἀναφέρει ἡ ἐφημερὶς «Νέα Ζυρίχη». Ἱερεῖς συλλαμβάνονται καὶ ναοὶ κλείονται, ἐνῷ ἡ θρησκευτικὴ διδασκαλία ἀπαγορεύεται εἰς τὰ σχολεῖα.: [400, 182, 588, 323]
- headline: ΟΙ ΣΟΣΙΑΛΙΣΤΑΙ ΒΟΥΛΕΥΤΑΙ ΑΠΕΔΟΚΙΜΑΣΑΝ ΤΟΝ ΙΝΔΟΝ ΠΡΟΕΔΡΟΝ ΟΜΙΛΟΥΝΤΑ ΑΓΓΛΙΣΤΙ: [23, 922, 381, 959]
- section-subhead: ΚΑΤΑ ΤΩΝ ΔΙΑΔΟΣΕΩΝ: [619, 1502, 757, 1515]
- section-subhead: ΜΕΧΡΙ ΠΟΙΟΥ ΣΗΜΕΙΟΥ;: [615, 1485, 761, 1499]
- dateline: ΔΥΤΙΚΟΝ ΒΕΡΟΛΙΝΟΝ, 18. (Ρώυ-: [27, 198, 198, 208]
- section-subhead: ΑΙΣΙΟΔΟΞΙΑ ΑΣΙΟΔΟΞΙΑ: [427, 1733, 566, 1747]
- headline: ΣΥΓΚΕΝΤΡΩΣΕ ΚΥΠΡΙΩΝ ΣΠΟΥΔΑΣΤΩΝ ΕΙΣ ΤΑΣ ΑΘΗΝΑΣ: [408, 736, 580, 781]
- headline: Πλεῖσται οἰκίαι κατέρρευσαν: [608, 47, 1135, 85]
- table-row: Ἐλεύθεροι δημοκράται 123.318: [208, 260, 384, 271]
- table-row: Κομμουνισταὶ 30.857: [208, 272, 384, 282]
- headline: ΗΥΞΗΘΗ ΤΟ ΕΛΛΕΙΜΜΑ ΤΟΥ ΒΡΕΤΑΝΝΙΚΟΥ ΕΜΠΟΡΙΚΟΥ ΙΣΟΖΥΓΙΟΥ: [410, 337, 578, 382]
- headline: ΕΙΣ ΤΗΝ ΒΟΥΛΓΑΡΙΑΝ ΚΑΤΑΔΙΩΚΕΤΑΙ ΝΟΜΙΜΟΤΑΤΑ Η ΕΚΚΛΗΣΙΑ: [416, 182, 571, 242]
- article-text: τῶν ψήφων ἀντὶ 1,9 εἰς 1,3%. Τὰ πρακτικὰ ἀποτελέσματα ἔχουν ὡς ἑξῆς:: [206, 198, 386, 219]
- section-subhead: Η ΑΝΑΠΤΥΞΙΣ ΤΟΥ ΚΟΓΚΟ: [219, 628, 374, 642]
- headline: Ο ΗΓΕΤΗΣ ΤΩΝ ΙΤΑΛΩΝ ΣΟΣΙΑΛΔΗΜΟΚΡΑΤΩΝ ΠΙΣΤΕΥΕΙ ΟΤΙ Ο ΝΤΕ ΓΚΩΛ ΥΠΕΡΕΚΤΙΜΑ ΤΗΝ ΙΣΧΥΝ ΤΗΣ ΓΑΛΛΙΑΣ ΕΙΣ ΤΟΝ ΚΟΣΜΟΝ: [1163, 406, 1542, 456]
- section-subhead: ΘΑ ΟΔΗΓΗΘΗ ΕΙΣ ΜΠΕΛΕΜ: [216, 787, 377, 801]
- headline: εἰς Ἤπειρον καὶ Ἀργιθέαν: [632, 89, 1110, 126]
- headline: ΑΝΑΒΑΛΛΕΤΑΙ ΚΑΙ ΠΑΛΙΝ Η ΕΓΚΑΤΑΣΤΑΣΙΣ ΤΡΟΛΛΕΥ ΕΙΣ ΤΗΝ ΘΕΣΣΑΛΟΝΙΚΗΝ: [1165, 18, 1540, 105]
- column-rule: [1147, 18, 1148, 2309]
- subheadline: Πλημμύραι εἰς Πορτογαλίαν καὶ Ἰσπανίαν: [647, 222, 1096, 245]
- subheadline: ΑΠΗΓΚΙΡΕΥΘΗ Ο ΑΠΟΠΛΟΥΣ ΤΩΝ ΜΙΚΡΩΝ ΣΚΑΦΩΝ ΣΥΝΕΠΕΙΑ ΤΗΣ ΣΦΟΔΡΟΤΑΤΗΣ ΘΑΛΑΣΣΟΤΑΡΑΧΗΣ: [627, 177, 1115, 219]
- headline: Ῥευστὴ ἡ κατάστασις εἰς Ἰράκ: [621, 902, 1121, 999]
- headline: ΚΥΠΡΙΟΣ ΕΞΕΠΑΙΤΕ ΤΟΥΣ ΦΟΡΟΥΣ ΔΙΑ ΑΓΟΡΑΣΜΟΝ ΤΟΥ: [402, 617, 586, 662]
- section-subhead: ΠΡΩΗΝ ΥΠΟΥΡΓΟΣ ΚΑΤΗΓΟΡΕΙΤΑΙ ΔΙ' ΑΝΘΡΩΠΟΚΤΟΝΙΑΝ ΕΞ ΑΜΕΛΕΙΑΣ: [620, 1385, 757, 1437]
- table-row: Σοσιαλισταὶ 1.554.502: [208, 223, 384, 233]
- column-rule: [594, 18, 595, 2309]
- section-subhead: ΑΙ ΣΧΕΣΕΙΣ ΜΕ ΤΟΥΣ ΓΕΙΤΟΝΑΣ: [626, 1535, 750, 1561]
- section-subhead: ΕΠΤΑ ΝΕΚΡΟΙ ΕΙΣ ΙΤΑΛΙΑΝ: [792, 273, 951, 286]
- article-persian-government: ΑΝΑΣΧΗΜΑΤΙΖΕΤΑΙ Η ΠΕΡΣΙΚΗ ΚΥΒΕΡΝΗΣΙΣ ΤΕΧΕΡΑΝΗ, 18. (Ρώυτερ).— Ὁ πρωθυπουργὸς τοῦ Ἰρὰν κ. Χοβεϊντὰ ἀνεκοίνωσεν ὅτι θὰ προβῇ εἰς ἀνασχηματισμὸν τῆς κυβερνήσεώς του ἐντὸς τῆς ἑβδομάδος.: [400, 866, 588, 958]
- headline: ΔΕΝ ΕΠΙΒΕΒΑΙΟΥΤΑΙ ΤΟ ΤΑΞΙΔΙΟΝ ΕΙΣ ΟΥΑΣΙΓΚΤΩΝ ΤΟΥ κ. ΟΥ·Ι·ΔΣΩΝ: [410, 18, 578, 76]
- article-tarsis: Ο ΡΩΣΣΟΣ ΣΥΓΓΡΑΦΕΥΣ ΤΑΡΣΙΣ ΕΝΕΚΛΕΙΣΘΗ ΕΙΣ ΤΟ ΑΣΥΛΟΝ ΕΠΙΛΗΠΤΙΚΩΝ ΜΟΣΧΑΣ ΔΙΟΤΙ ΕΣΤΕΙΛΕ ΛΑΘΡΑ ΕΙΣ ΤΗΝ ΔΥΣΙΝ ΤΑ ΧΕΙΡΟΓΡΑΦΑ ΔΥΟ ΜΥΘΙΣΤΟΡΗΜΑΤΩΝ ΤΟΥ ΛΟΝΔΙΝΟΝ, 18. (Ἀσ. Πρέσ.).— Ὁ Ρῶσσος συγγραφεὺς Βαλερὶ Τάρσις ἐνεκλείσθη εἰς ἄσυλον ἐπιληπτικῶν εἰς Μόσχαν διότι ἀπέστειλε λάθρα εἰς τὴν Δύσιν τὰ χειρόγραφα δύο μυθιστορημάτων του, τὰ ὁποῖα ἐδημοσιεύθησαν εἰς τὴν Βρεταννίαν. Ὁ Τάρσις, ἡλικίας 60 ἐτῶν, συνελήφθη πρὸ ἑβδομάδων καὶ κρατεῖται χωρὶς δίκην. Ὁ συγγραφεὺς εἶχε δηλώσει ὅτι δὲν φοβεῖται τὰς ἀρχὰς καὶ ὅτι θὰ συνεχίσῃ νὰ γράφῃ τὴν ἀλήθειαν διὰ τὴν ζωὴν εἰς τὴν Σοβιετικὴν Ἕνωσιν. ΡΕΫ-ΜΟΝΤ ΠΑΛΜΕΡ: [18, 392, 386, 552]
- article-trade-deficit: ΗΥΞΗΘΗ ΤΟ ΕΛΛΕΙΜΜΑ ΤΟΥ ΒΡΕΤΑΝΝΙΚΟΥ ΕΜΠΟΡΙΚΟΥ ΙΣΟΖΥΓΙΟΥ ΛΟΝΔΙΝΟΝ, 18. (Ρώυτερ).— Τὸ ἔλλειμμα τοῦ ἐμπορικοῦ ἰσοζυγίου τῆς Μεγάλης Βρεταννίας ηὐξήθη κατὰ τὸν Φεβρουάριον εἰς 82.400.000 λίρας στερλίνας, ἔναντι 60 ἑκατομμυρίων κατὰ τὸν Ἰανουάριον. Αἱ εἰσαγωγαὶ ηὐξήθησαν κατὰ 5%, ἐνῷ αἱ ἐξαγωγαὶ παρέμειναν σταθεραί.: [400, 337, 588, 473]
- section-subhead: ΡΕΥΣΤΗ Η ΚΑΤΑΣΤΑΣΙΣ: [619, 1217, 758, 1231]
- section-subhead: ΚΑΙ ΑΛΛΑΙ ΚΑΤΑΣΤΡΟΦΑΙ: [612, 680, 764, 694]
- section-subhead: ΝΕΑ ΓΡΑΜΜΑΤΟΣΗΜΑ: [621, 1306, 756, 1319]
- section-subhead: ΛΟΓΟΣ ΤΟΥ ΜΑΚΑΡΙΟΥ: [233, 1726, 372, 1740]
- headline: ΔΙΑΚΕΚΡΙΜΕΝΟΣ ΦΙΛΛΑΝΔΟΣ ΒΙΟΛΟΝΙΣΤΑΣ ΕΞΕΔΙΩΞΕΝ ΕΠΙΤΑΓΑΣ ΑΝΕΥ ΑΝΤΙΚΡΥΣΜΑΤΟΣ ΑΛΛ' ΟΥΔΕΙΣ ΕΙΣ ΤΑΣ ΗΝΩΜΕΝΑΣ ΠΟΛΙΤΕΙΑΣ ΔΕΧΕΤΑΙ ΤΗΝ ΥΠΟΒΑΛΗ ΤΗΝ ΜΗΝΥΣΙΝ: [1155, 282, 1549, 349]
- subheadline: ΘΑ ΠΑΡΑΓΓΕΛΘΟΥΝ ΡΥΜΟΥΛΚΟΥΜΕΝΑ: [1205, 165, 1499, 180]
- column-2: [400, 18, 588, 1557]
- article-wilson-trip: ΔΕΝ ΕΠΙΒΕΒΑΙΟΥΤΑΙ ΤΟ ΤΑΞΙΔΙΟΝ ΕΙΣ ΟΥΑΣΙΓΚΤΩΝ ΤΟΥ κ. ΟΥ·Ι·ΔΣΩΝ ΟΥΑΣΙΓΚΤΩΝ, 18. (Ἀσ. Πρέσ.).— Ὁ Λευκὸς Οἶκος δὲν ἐπεβεβαίωσε τὰς πληροφορίας περὶ προσεχοῦς ταξιδίου τοῦ Βρεταννοῦ πρωθυπουργοῦ κ. Οὐίλσων εἰς Οὐάσιγκτων. Ἀρμόδιοι κύκλοι ἐδήλωσαν ὅτι οὐδεμία ἐπίσημος αἴτησις ἔχει ὑποβληθῆ καὶ ὅτι ἡ συνάντησις θὰ ἐξαρτηθῇ ἀπὸ τὰς ἐξελίξεις.: [400, 18, 588, 169]
